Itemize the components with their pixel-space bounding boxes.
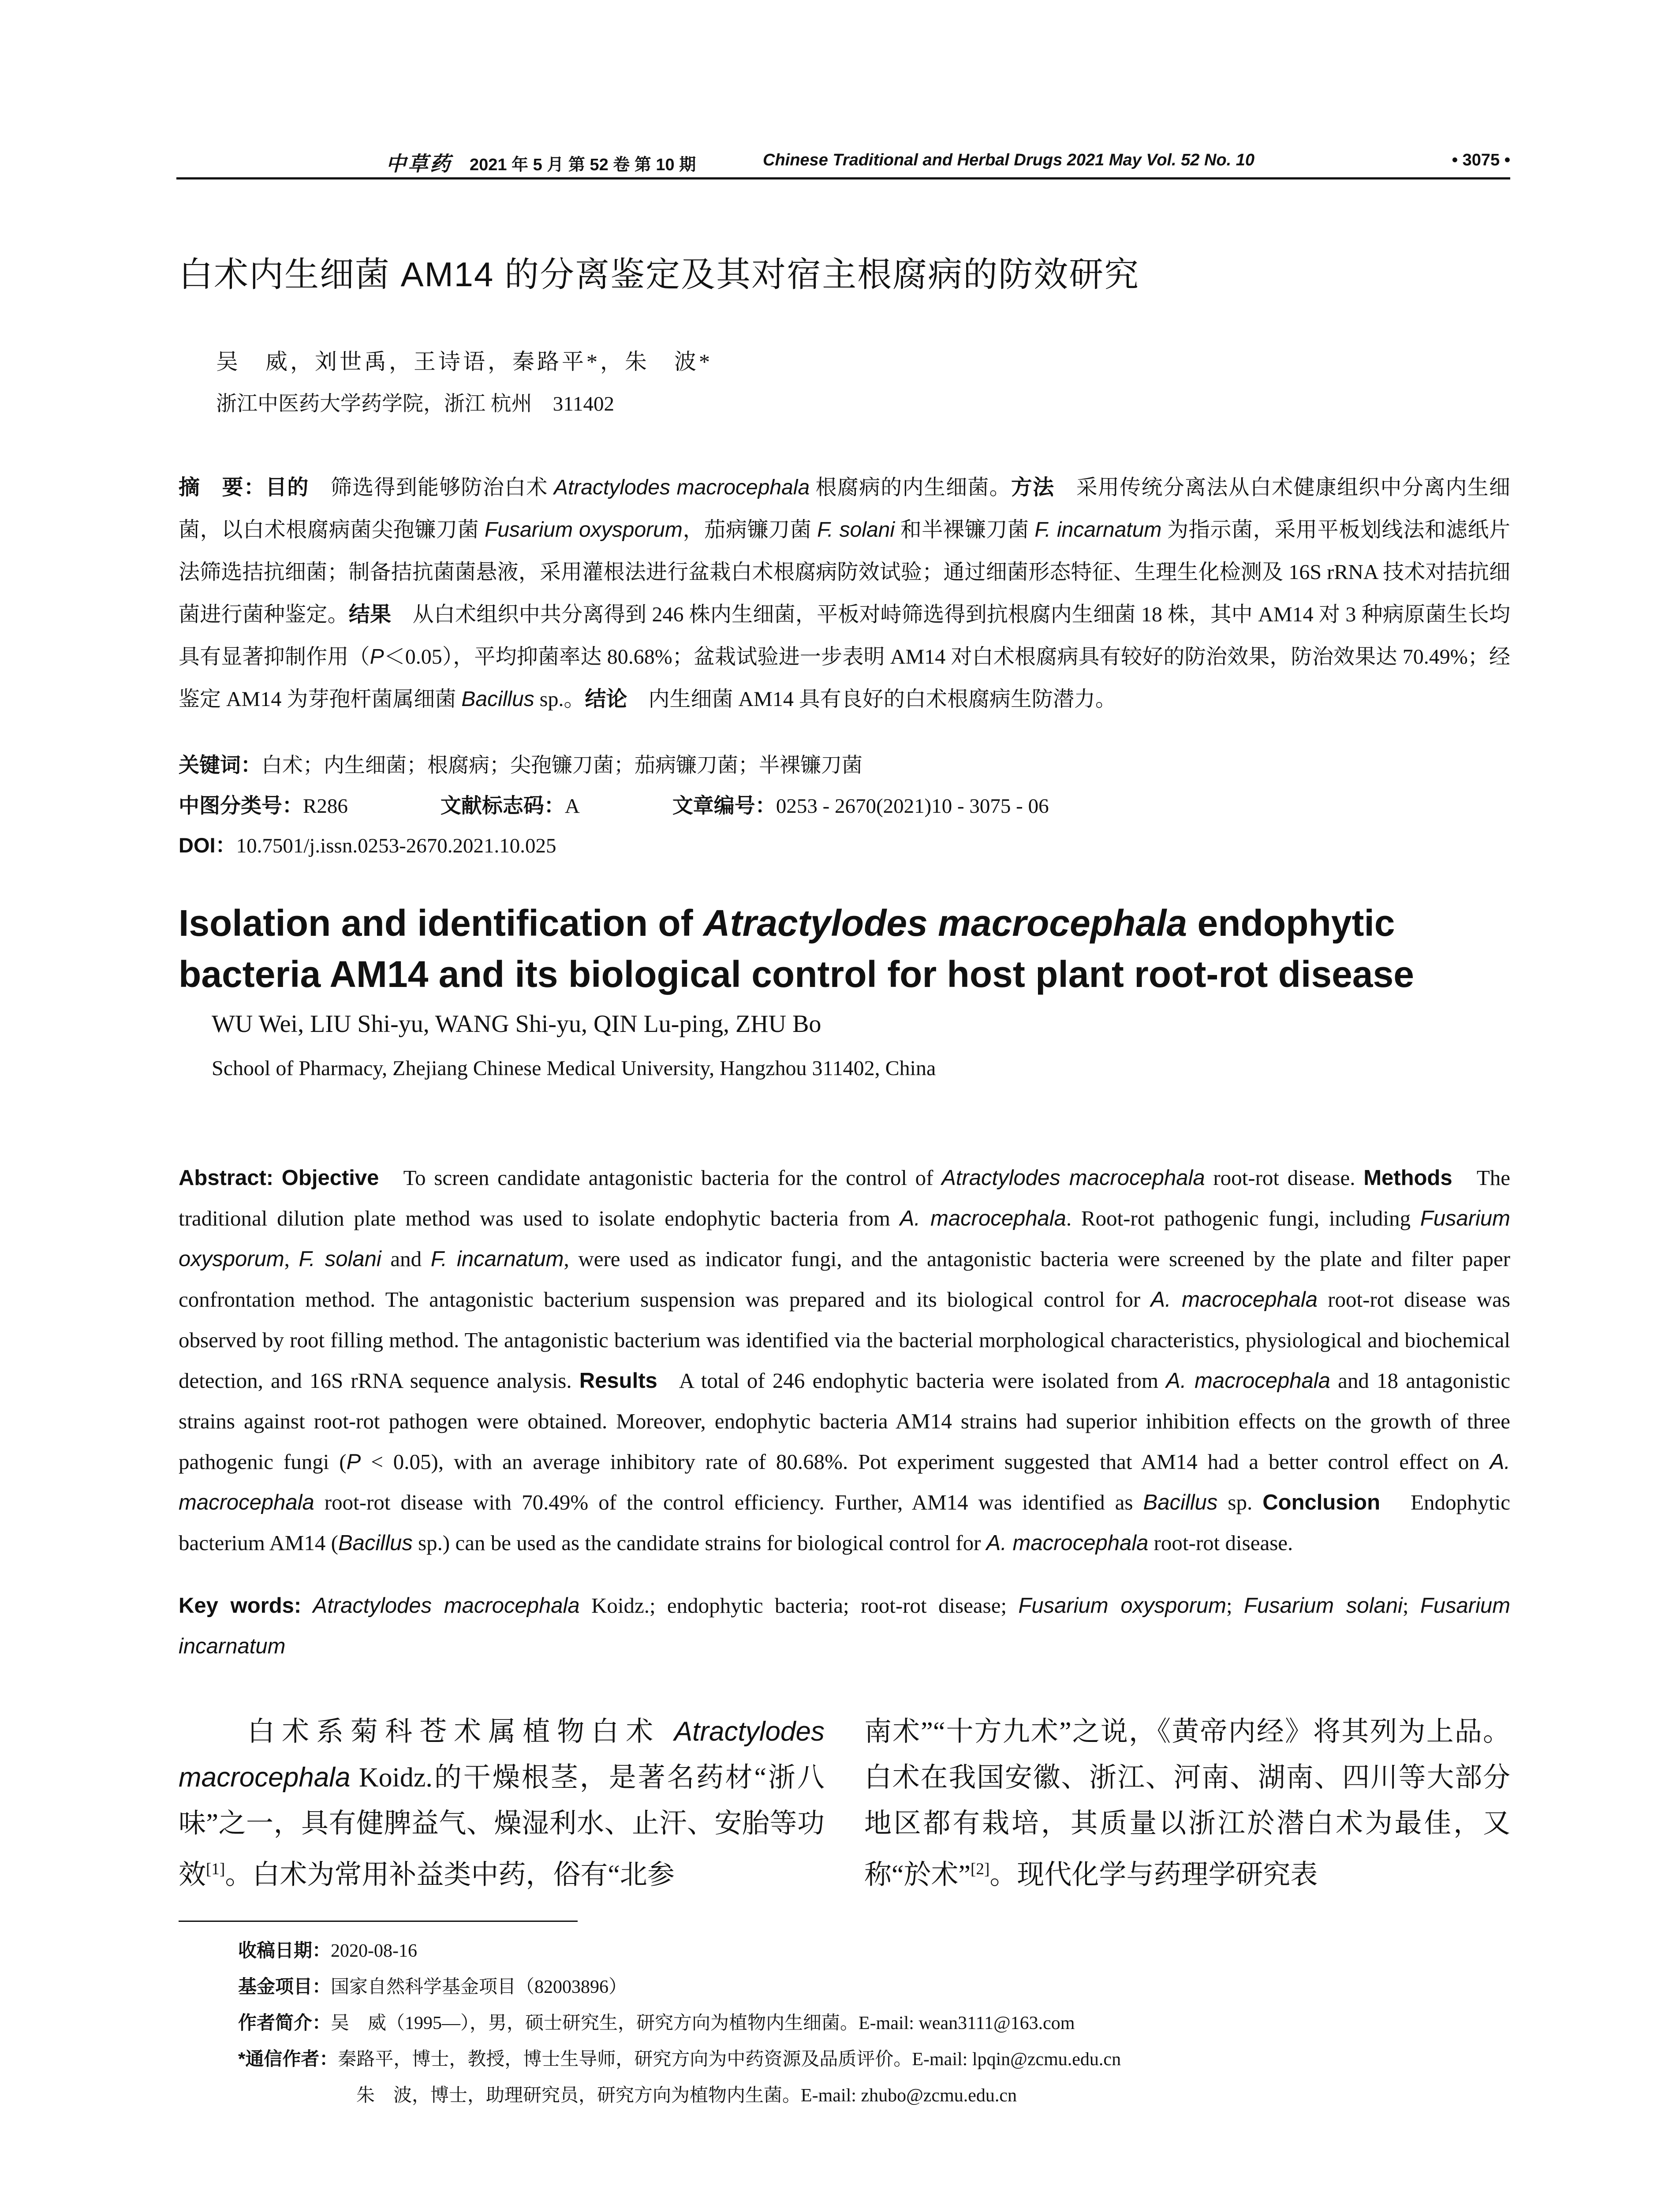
species-name: Atractylodes macrocephala <box>941 1166 1205 1190</box>
footnote-corresponding-2: 朱 波，博士，助理研究员，研究方向为植物内生菌。E-mail: zhubo@zcmu.edu.cn <box>356 2085 1017 2106</box>
abstract-en-text: A total of 246 endophytic bacteria were isolated from <box>679 1368 1166 1393</box>
keywords-cn-label: 关键词： <box>179 753 261 777</box>
species-name: A. macrocephala <box>1150 1288 1318 1312</box>
abstract-en-text: , <box>284 1247 299 1271</box>
conclusion-label-cn: 结论 <box>585 688 627 711</box>
corresponding-label: *通信作者： <box>238 2048 338 2069</box>
journal-name: Chinese Traditional and Herbal Drugs 2021 May Vol. 52 No. 10 <box>763 151 1255 169</box>
body-column-right <box>864 1709 1510 1898</box>
abstract-cn-text: sp.。 <box>534 688 585 711</box>
doi-label: DOI： <box>179 833 236 857</box>
citation-ref[interactable]: [2] <box>971 1860 990 1878</box>
footnote-received <box>238 1936 417 1962</box>
affiliation-en: School of Pharmacy, Zhejiang Chinese Medical University, Hangzhou 311402, China <box>212 1057 936 1080</box>
abstract-cn-label: 摘 要： <box>179 476 266 499</box>
keywords-cn <box>179 749 862 778</box>
abstract-en-text: and <box>381 1247 431 1271</box>
keywords-en-label: Key words: <box>179 1594 302 1618</box>
doc-code-label: 文献标志码： <box>440 794 565 817</box>
citation-ref[interactable]: [1] <box>206 1860 225 1878</box>
fund-label: 基金项目： <box>238 1976 331 1997</box>
body-column-left <box>179 1709 825 1898</box>
species-name: A. macrocephala <box>179 1450 1510 1514</box>
keyword-separator: ; <box>1226 1593 1244 1618</box>
abstract-en-label: Abstract: <box>179 1166 274 1190</box>
methods-label-en: Methods <box>1363 1166 1452 1190</box>
footnote-rule <box>179 1921 578 1922</box>
clc-label: 中图分类号： <box>179 794 303 817</box>
abstract-cn <box>179 467 1510 721</box>
abstract-cn-text: 内生细菌 AM14 具有良好的白术根腐病生防潜力。 <box>648 688 1116 711</box>
bio-label: 作者简介： <box>238 2012 331 2033</box>
abstract-en-text: root-rot disease with 70.49% of the control efficiency. Further, AM14 was identified as <box>314 1490 1143 1514</box>
issue-info: 2021 年 5 月 第 52 卷 第 10 期 <box>470 156 696 174</box>
species-name: F. incarnatum <box>430 1247 564 1271</box>
abstract-cn-text: 为指示菌，采用平板划线法和滤纸片法筛选拮抗细菌；制备拮抗菌菌悬液，采用灌根法进行盆栽白术根腐病防效试验；通过细菌形态特征、生理生化检测及 16S rRNA 技术对拮抗细菌进行菌种鉴定。 <box>179 518 1510 626</box>
body-text: 白术系菊科苍术属植物白术 <box>247 1717 674 1747</box>
keywords-cn-text: 白术；内生细菌；根腐病；尖孢镰刀菌；茄病镰刀菌；半裸镰刀菌 <box>261 754 862 777</box>
species-name: F. solani <box>299 1247 381 1271</box>
body-text: 。白术为常用补益类中药，俗有“北参 <box>225 1860 675 1890</box>
species-name: F. solani <box>817 518 895 542</box>
p-value-symbol: P <box>370 645 384 669</box>
title-en-text: Isolation and identification of <box>179 902 703 944</box>
species-name: A. macrocephala <box>1166 1369 1330 1393</box>
species-name: Atractylodes macrocephala <box>179 1716 825 1793</box>
species-name: Bacillus <box>338 1531 413 1555</box>
running-header <box>179 146 1510 176</box>
abstract-cn-text: ，茄病镰刀菌 <box>682 518 818 542</box>
species-name: Fusarium oxysporum <box>485 518 683 542</box>
abstract-en-text: root-rot disease was observed by root filling method. The antagonistic bacterium was identified via the bacterial morphological characteristics, physiological and biochemical detection, and 16S rRNA sequence analysis. <box>179 1287 1510 1393</box>
abstract-en-text: sp.) can be used as the candidate strains for biological control for <box>412 1531 986 1555</box>
abstract-cn-text: 采用传统分离法从白术健康组织中分离内生细菌，以白术根腐病菌尖孢镰刀菌 <box>179 476 1510 542</box>
keywords-en <box>179 1585 1510 1667</box>
species-name: Atractylodes macrocephala <box>703 902 1187 944</box>
header-rule <box>176 177 1510 179</box>
journal-brand: 中草药 <box>386 152 452 175</box>
keyword: Koidz.; endophytic bacteria; root-rot disease; <box>579 1593 1019 1618</box>
conclusion-label-en: Conclusion <box>1262 1491 1381 1514</box>
title-cn: 白术内生细菌 AM14 的分离鉴定及其对宿主根腐病的防效研究 <box>179 255 1140 294</box>
clc-value: R286 <box>303 795 348 818</box>
methods-label-cn: 方法 <box>1011 476 1055 499</box>
received-label: 收稿日期： <box>238 1940 331 1961</box>
species-name: F. incarnatum <box>1034 518 1162 542</box>
affiliation-cn: 浙江中医药大学药学院，浙江 杭州 311402 <box>216 392 615 415</box>
authors-en: WU Wei, LIU Shi-yu, WANG Shi-yu, QIN Lu-ping, ZHU Bo <box>212 1010 821 1038</box>
abstract-cn-text: 从白术组织中共分离得到 246 株内生细菌，平板对峙筛选得到抗根腐内生细菌 18 株，其中 AM14 对 3 种病原菌生长均具有显著抑制作用（ <box>179 603 1510 669</box>
footnote-author-bio <box>238 2008 1075 2035</box>
abstract-en-text: < 0.05), with an average inhibitory rate of 80.68%. Pot experiment suggested that AM14 had a better control effect on <box>361 1450 1490 1474</box>
footnote-fund <box>238 1972 627 1999</box>
page-number: • 3075 • <box>1452 151 1510 169</box>
abstract-en <box>179 1158 1510 1563</box>
title-en-text: endophytic bacteria AM14 and its biological control for host plant root-rot disease <box>179 902 1414 995</box>
doc-code-value: A <box>564 795 580 818</box>
abstract-cn-text: 筛选得到能够防治白术 <box>330 476 554 499</box>
keyword: Fusarium solani <box>1243 1594 1403 1618</box>
classification-line <box>179 789 1049 819</box>
abstract-en-text: Endophytic bacterium AM14 ( <box>179 1490 1511 1555</box>
doi-value[interactable]: 10.7501/j.issn.0253-2670.2021.10.025 <box>236 834 556 857</box>
keyword: Atractylodes macrocephala <box>313 1594 580 1618</box>
objective-label-cn: 目的 <box>265 476 309 499</box>
keyword: Fusarium incarnatum <box>179 1594 1511 1658</box>
abstract-en-text: . Root-rot pathogenic fungi, including <box>1066 1206 1420 1230</box>
abstract-en-text: root-rot disease. <box>1148 1531 1293 1555</box>
abstract-en-text: To screen candidate antagonistic bacteria for the control of <box>403 1166 942 1190</box>
bio-text: 吴 威（1995—），男，硕士研究生，研究方向为植物内生细菌。E-mail: wean3111@163.com <box>331 2013 1075 2033</box>
abstract-cn-text: 根腐病的内生细菌。 <box>810 476 1011 499</box>
abstract-en-text: root-rot disease. <box>1205 1166 1355 1190</box>
footnote-corresponding <box>238 2044 1121 2071</box>
results-label-cn: 结果 <box>348 603 392 626</box>
objective-label-en: Objective <box>281 1166 379 1190</box>
p-value-symbol: P <box>346 1450 361 1474</box>
corresponding-author-1: 秦路平，博士，教授，博士生导师，研究方向为中药资源及品质评价。E-mail: lpqin@zcmu.edu.cn <box>338 2049 1121 2070</box>
species-name: Bacillus <box>1143 1491 1218 1514</box>
results-label-en: Results <box>579 1369 657 1393</box>
body-text: 南术”“十方九术”之说，《黄帝内经》将其列为上品。白术在我国安徽、浙江、河南、湖南、四川等大部分地区都有栽培，其质量以浙江於潜白术为最佳，又称“於术” <box>864 1717 1510 1890</box>
species-name: Atractylodes macrocephala <box>553 476 810 499</box>
abstract-en-text: , were used as indicator fungi, and the antagonistic bacteria were screened by the plate and filter paper confrontation method. The antagonistic bacterium suspension was prepared and its biological control for <box>179 1247 1511 1312</box>
species-name: A. macrocephala <box>986 1531 1149 1555</box>
article-number-value: 0253 - 2670(2021)10 - 3075 - 06 <box>776 795 1049 818</box>
doi-line <box>179 829 556 859</box>
abstract-cn-text: ＜0.05），平均抑菌率达 80.68%；盆栽试验进一步表明 AM14 对白术根腐病具有较好的防治效果，防治效果达 70.49%；经鉴定 AM14 为芽孢杆菌属细菌 <box>179 645 1510 711</box>
received-date: 2020-08-16 <box>331 1941 417 1961</box>
keyword: Fusarium oxysporum <box>1018 1594 1226 1618</box>
body-text: Koidz.的干燥根茎，是著名药材“浙八味”之一，具有健脾益气、燥湿利水、止汗、安胎等功效 <box>179 1763 825 1890</box>
article-number-label: 文章编号： <box>672 794 776 817</box>
abstract-en-text: sp. <box>1217 1490 1253 1514</box>
fund-text: 国家自然科学基金项目（82003896） <box>331 1977 627 1997</box>
species-name: Bacillus <box>461 688 534 711</box>
abstract-en-text: The traditional dilution plate method was used to isolate endophytic bacteria from <box>179 1166 1511 1230</box>
authors-cn: 吴 威，刘世禹，王诗语，秦路平*，朱 波* <box>216 349 713 374</box>
species-name: Fusarium oxysporum <box>179 1207 1510 1271</box>
title-en <box>179 897 1510 1000</box>
abstract-cn-text: 和半裸镰刀菌 <box>895 518 1035 542</box>
abstract-en-text: and 18 antagonistic strains against root-rot pathogen were obtained. Moreover, endophytic bacteria AM14 strains had superior inhibition effects on the growth of three pathogenic fungi ( <box>179 1368 1511 1474</box>
keyword-separator: ; <box>1402 1593 1420 1618</box>
species-name: A. macrocephala <box>900 1207 1066 1230</box>
body-text: 。现代化学与药理学研究表 <box>989 1860 1318 1890</box>
